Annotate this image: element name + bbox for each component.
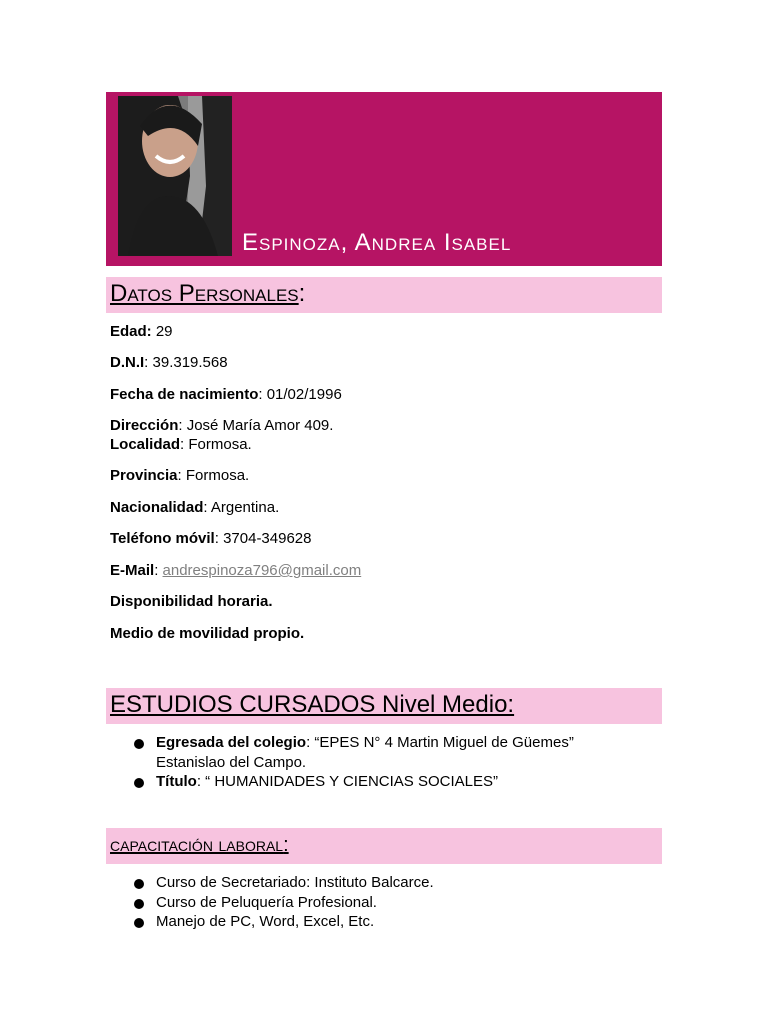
- personal-data-colon: :: [298, 280, 306, 307]
- email-separator: :: [154, 562, 163, 579]
- availability-field: [110, 593, 273, 610]
- studies-bar: [106, 688, 662, 724]
- email-field: [110, 562, 361, 579]
- bullet-icon: [134, 879, 144, 889]
- birth-value: : 01/02/1996: [258, 386, 342, 403]
- degree-label: Título: [156, 773, 197, 790]
- profile-photo: [118, 96, 232, 256]
- dni-field: [110, 354, 228, 371]
- locality-field: [110, 436, 252, 453]
- header-banner: [106, 92, 662, 266]
- email-label: E-Mail: [110, 562, 155, 579]
- dni-value: : 39.319.568: [144, 354, 228, 371]
- bullet-icon: [134, 918, 144, 928]
- phone-value: : 3704-349628: [214, 530, 312, 547]
- profile-photo-icon: [118, 96, 232, 256]
- school-value: : “EPES N° 4 Martin Miguel de Güemes”: [306, 734, 574, 751]
- training-item: Curso de Peluquería Profesional.: [156, 893, 377, 911]
- province-field: [110, 467, 249, 484]
- nationality-field: [110, 499, 279, 516]
- mobility-text: Medio de movilidad propio.: [110, 625, 305, 642]
- mobility-field: [110, 625, 304, 642]
- phone-label: Teléfono móvil: [110, 530, 215, 547]
- bullet-icon: [134, 899, 144, 909]
- age-value: 29: [151, 323, 173, 340]
- birth-label: Fecha de nacimiento: [110, 386, 259, 403]
- training-colon: :: [283, 834, 289, 856]
- availability-text: Disponibilidad horaria.: [110, 593, 273, 610]
- nationality-value: : Argentina.: [203, 499, 280, 516]
- address-field: [110, 417, 333, 434]
- training-bar: [106, 828, 662, 864]
- studies-list: [130, 733, 574, 792]
- list-item: [130, 733, 574, 772]
- age-field: [110, 323, 173, 340]
- list-item: [130, 873, 434, 893]
- phone-field: [110, 530, 312, 547]
- province-label: Provincia: [110, 467, 178, 484]
- age-label: Edad:: [110, 323, 152, 340]
- degree-value: : “ HUMANIDADES Y CIENCIAS SOCIALES”: [196, 773, 499, 790]
- nationality-label: Nacionalidad: [110, 499, 204, 516]
- address-label: Dirección: [110, 417, 179, 434]
- training-item: Manejo de PC, Word, Excel, Etc.: [156, 913, 375, 930]
- birth-field: [110, 386, 342, 403]
- email-link[interactable]: andrespinoza796@gmail.com: [162, 562, 362, 579]
- candidate-name: Espinoza, Andrea Isabel: [242, 229, 512, 256]
- personal-data-bar: [106, 277, 662, 313]
- locality-value: : Formosa.: [180, 436, 252, 453]
- bullet-icon: [134, 778, 144, 788]
- training-item: Curso de Secretariado: Instituto Balcarce.: [156, 874, 434, 891]
- school-label: Egresada del colegio: [156, 734, 307, 751]
- province-value: : Formosa.: [177, 467, 250, 484]
- training-title: [110, 834, 289, 857]
- studies-title: ESTUDIOS CURSADOS Nivel Medio:: [110, 691, 515, 718]
- list-item: [130, 912, 434, 932]
- personal-data-title-text: Datos Personales: [110, 280, 299, 307]
- training-list: [130, 873, 434, 932]
- list-item: [130, 772, 574, 792]
- bullet-icon: [134, 739, 144, 749]
- dni-label: D.N.I: [110, 354, 145, 371]
- list-item: [130, 893, 434, 913]
- address-value: : José María Amor 409.: [178, 417, 334, 434]
- personal-data-title: [110, 280, 305, 308]
- training-title-text: capacitación laboral: [110, 834, 284, 856]
- locality-label: Localidad: [110, 436, 181, 453]
- school-line2: Estanislao del Campo.: [156, 753, 307, 771]
